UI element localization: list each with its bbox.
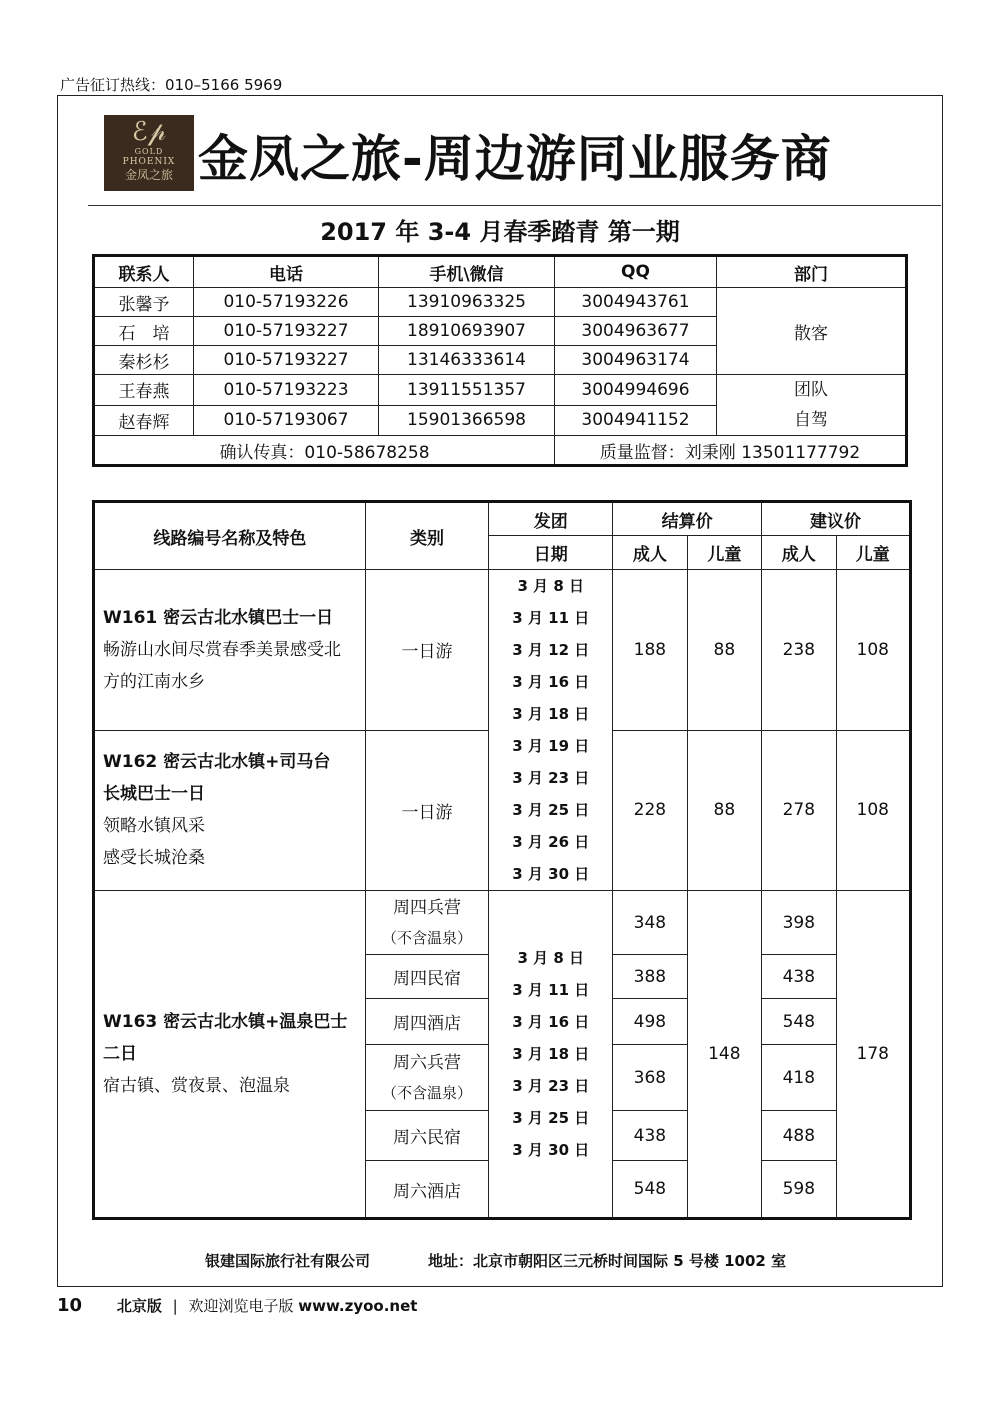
date: 3 月 11 日 xyxy=(512,981,590,999)
date: 3 月 8 日 xyxy=(517,949,585,967)
route-title: W162 密云古北水镇+司马台 xyxy=(103,752,331,773)
dept-team: 团队 xyxy=(794,380,828,400)
contact-phone: 010-57193227 xyxy=(194,346,379,375)
suggest-adult: 238 xyxy=(762,570,836,731)
col-header-date: 日期 xyxy=(489,536,613,570)
suggest-child: 108 xyxy=(836,570,910,731)
edition: 北京版 xyxy=(116,1297,162,1315)
settle-adult: 388 xyxy=(613,955,687,999)
company-address: 地址：北京市朝阳区三元桥时间国际 5 号楼 1002 室 xyxy=(428,1252,787,1270)
date: 3 月 8 日 xyxy=(517,577,585,595)
col-header-settle: 结算价 xyxy=(613,502,762,536)
contact-row xyxy=(94,288,907,317)
option-label: 周六兵营 xyxy=(393,1052,462,1073)
option-note: （不含温泉） xyxy=(382,928,473,947)
option-name: 周四酒店 xyxy=(365,999,489,1045)
contact-mobile: 13910963325 xyxy=(379,288,555,317)
option-row xyxy=(94,891,911,955)
option-note: （不含温泉） xyxy=(382,1083,473,1102)
suggest-adult: 418 xyxy=(762,1045,836,1111)
date: 3 月 25 日 xyxy=(512,801,590,819)
col-header-route: 线路编号名称及特色 xyxy=(94,502,366,570)
col-header-contact: 联系人 xyxy=(94,256,194,288)
contact-phone: 010-57193227 xyxy=(194,317,379,346)
logo-en-phoenix: PHOENIX xyxy=(122,157,176,167)
site-url[interactable]: www.zyoo.net xyxy=(298,1297,418,1315)
route-desc: 感受长城沧桑 xyxy=(103,848,205,869)
col-header-dept: 部门 xyxy=(717,256,907,288)
dept-team-self xyxy=(717,375,907,436)
date: 3 月 23 日 xyxy=(512,1077,590,1095)
contact-mobile: 15901366598 xyxy=(379,405,555,436)
dept-self: 自驾 xyxy=(794,410,828,430)
contact-phone: 010-57193226 xyxy=(194,288,379,317)
company-name: 银建国际旅行社有限公司 xyxy=(205,1252,371,1270)
option-label: 周四兵营 xyxy=(393,897,462,918)
settle-adult: 548 xyxy=(613,1161,687,1219)
contact-qq: 3004994696 xyxy=(555,375,717,406)
col-header-qq: QQ xyxy=(555,256,717,288)
price-header-row-1 xyxy=(94,502,911,536)
headline: 金凤之旅-周边游同业服务商 xyxy=(198,130,832,188)
col-header-suggest: 建议价 xyxy=(762,502,911,536)
ad-hotline: 广告征订热线：010–5166 5969 xyxy=(60,76,283,94)
welcome-text: 欢迎浏览电子版 xyxy=(188,1297,294,1315)
settle-adult: 368 xyxy=(613,1045,687,1111)
route-row-w161 xyxy=(94,570,911,731)
contact-name: 秦杉杉 xyxy=(94,346,194,375)
logo-mark: ℰ𝓅 xyxy=(131,117,167,147)
depart-dates-overnight xyxy=(489,891,613,1219)
logo-cn: 金凤之旅 xyxy=(124,168,173,182)
contact-qq: 3004943761 xyxy=(555,288,717,317)
route-desc: 领略水镇风采 xyxy=(103,816,205,837)
settle-child: 88 xyxy=(687,570,761,731)
date: 3 月 18 日 xyxy=(512,705,590,723)
contact-header-row xyxy=(94,256,907,288)
settle-adult: 498 xyxy=(613,999,687,1045)
route-title: W163 密云古北水镇+温泉巴士 xyxy=(103,1012,348,1032)
date: 3 月 23 日 xyxy=(512,769,590,787)
settle-child: 88 xyxy=(687,730,761,891)
option-name: 周六酒店 xyxy=(365,1161,489,1219)
route-desc: 宿古镇、赏夜景、泡温泉 xyxy=(103,1076,290,1096)
route-title-cont: 二日 xyxy=(103,1044,137,1064)
col-header-settle-adult: 成人 xyxy=(613,536,687,570)
contact-name: 石 培 xyxy=(94,317,194,346)
settle-adult: 188 xyxy=(613,570,687,731)
page-footer xyxy=(57,1295,417,1316)
logo-en-gold: GOLD xyxy=(134,147,164,156)
page-number: 10 xyxy=(57,1295,83,1316)
settle-adult: 348 xyxy=(613,891,687,955)
date: 3 月 11 日 xyxy=(512,609,590,627)
divider xyxy=(88,205,941,206)
dept-sanke: 散客 xyxy=(717,288,907,375)
date: 3 月 18 日 xyxy=(512,1045,590,1063)
issue-subtitle: 2017 年 3-4 月春季踏青 第一期 xyxy=(320,218,680,246)
col-header-depart: 发团 xyxy=(489,502,613,536)
suggest-child: 108 xyxy=(836,730,910,891)
contact-mobile: 18910693907 xyxy=(379,317,555,346)
col-header-suggest-adult: 成人 xyxy=(762,536,836,570)
col-header-suggest-child: 儿童 xyxy=(836,536,910,570)
option-name xyxy=(365,1045,489,1111)
route-type: 一日游 xyxy=(365,570,489,731)
date: 3 月 16 日 xyxy=(512,1013,590,1031)
contact-mobile: 13146333614 xyxy=(379,346,555,375)
contact-phone: 010-57193223 xyxy=(194,375,379,406)
col-header-type: 类别 xyxy=(365,502,489,570)
col-header-settle-child: 儿童 xyxy=(687,536,761,570)
contact-name: 王春燕 xyxy=(94,375,194,406)
contact-row xyxy=(94,375,907,406)
col-header-phone: 电话 xyxy=(194,256,379,288)
contact-qq: 3004963677 xyxy=(555,317,717,346)
contact-phone: 010-57193067 xyxy=(194,405,379,436)
quality-line: 质量监督：刘秉刚 13501177792 xyxy=(555,436,907,466)
contact-name: 赵春辉 xyxy=(94,405,194,436)
settle-child: 148 xyxy=(687,891,761,1219)
suggest-adult: 278 xyxy=(762,730,836,891)
contact-table xyxy=(92,254,908,467)
option-name: 周四民宿 xyxy=(365,955,489,999)
col-header-mobile: 手机\微信 xyxy=(379,256,555,288)
suggest-adult: 438 xyxy=(762,955,836,999)
date: 3 月 16 日 xyxy=(512,673,590,691)
route-w162 xyxy=(94,730,366,891)
route-type: 一日游 xyxy=(365,730,489,891)
contact-mobile: 13911551357 xyxy=(379,375,555,406)
suggest-child: 178 xyxy=(836,891,910,1219)
separator: | xyxy=(172,1297,178,1315)
route-w163 xyxy=(94,891,366,1219)
suggest-adult: 598 xyxy=(762,1161,836,1219)
option-name: 周六民宿 xyxy=(365,1111,489,1161)
settle-adult: 438 xyxy=(613,1111,687,1161)
suggest-adult: 398 xyxy=(762,891,836,955)
route-desc: 方的江南水乡 xyxy=(103,671,205,692)
contact-name: 张馨予 xyxy=(94,288,194,317)
date: 3 月 30 日 xyxy=(512,1141,590,1159)
date: 3 月 12 日 xyxy=(512,641,590,659)
settle-adult: 228 xyxy=(613,730,687,891)
price-table xyxy=(92,500,912,1220)
route-title-cont: 长城巴士一日 xyxy=(103,784,205,805)
date: 3 月 26 日 xyxy=(512,833,590,851)
depart-dates-day-trips xyxy=(489,570,613,891)
date: 3 月 25 日 xyxy=(512,1109,590,1127)
date: 3 月 19 日 xyxy=(512,737,590,755)
contact-qq: 3004941152 xyxy=(555,405,717,436)
option-name xyxy=(365,891,489,955)
fax-line: 确认传真：010-58678258 xyxy=(94,436,555,466)
suggest-adult: 548 xyxy=(762,999,836,1045)
route-title: W161 密云古北水镇巴士一日 xyxy=(103,607,334,628)
contact-footer-row xyxy=(94,436,907,466)
suggest-adult: 488 xyxy=(762,1111,836,1161)
contact-qq: 3004963174 xyxy=(555,346,717,375)
route-w161 xyxy=(94,570,366,731)
gold-phoenix-logo xyxy=(104,115,194,191)
route-desc: 畅游山水间尽赏春季美景感受北 xyxy=(103,639,341,660)
date: 3 月 30 日 xyxy=(512,865,590,883)
